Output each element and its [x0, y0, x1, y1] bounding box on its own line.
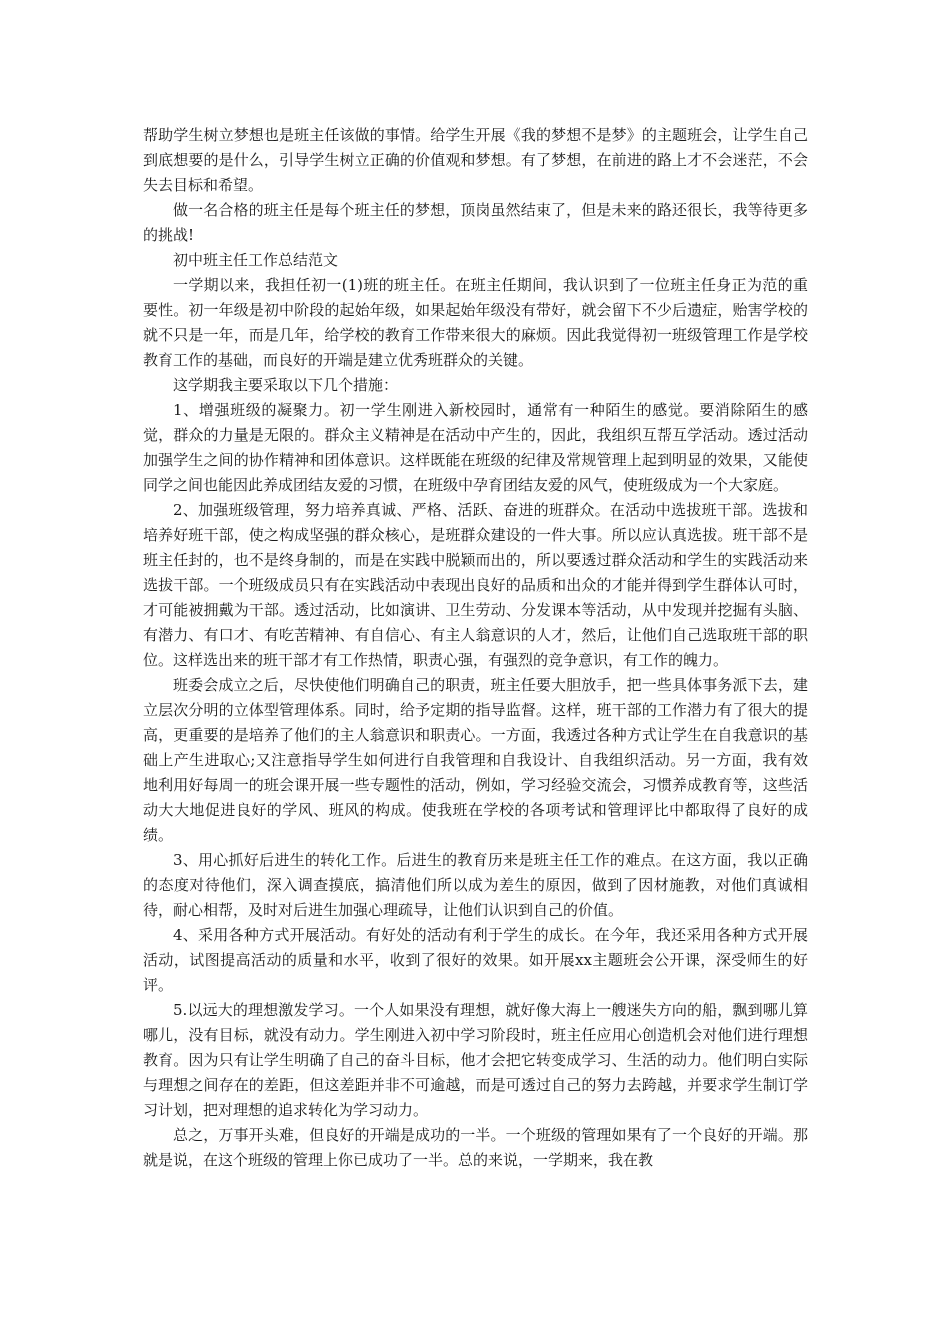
paragraph-measure-3: 3、用心抓好后进生的转化工作。后进生的教育历来是班主任工作的难点。在这方面，我以正确的态度对待他们，深入调查摸底，搞清他们所以成为差生的原因，做到了因材施教，对他们真诚相待，耐心相帮，及时对后进生加强心理疏导，让他们认识到自己的价值。: [143, 851, 808, 919]
paragraph-measures-intro: 这学期我主要采取以下几个措施：: [173, 376, 399, 394]
section-title: 初中班主任工作总结范文: [173, 251, 339, 269]
paragraph-qualified-teacher: 做一名合格的班主任是每个班主任的梦想，顶岗虽然结束了，但是未来的路还很长，我等待更多的挑战!: [143, 201, 808, 244]
paragraph-measure-2: 2、加强班级管理，努力培养真诚、严格、活跃、奋进的班群众。在活动中选拔班干部。选拔和培养好班干部，使之构成坚强的群众核心，是班群众建设的一件大事。所以应认真选拔。班干部不是班主任封的，也不是终身制的，而是在实践中脱颖而出的，所以要透过群众活动和学生的实践活动来选拔干部。一个班级成员只有在实践活动中表现出良好的品质和出众的才能并得到学生群体认可时，才可能被拥戴为干部。透过活动，比如演讲、卫生劳动、分发课本等活动，从中发现并挖掘有头脑、有潜力、有口才、有吃苦精神、有自信心、有主人翁意识的人才，然后，让他们自己选取班干部的职位。这样选出来的班干部才有工作热情，职责心强，有强烈的竞争意识，有工作的魄力。: [143, 501, 808, 669]
paragraph-class-committee: 班委会成立之后，尽快使他们明确自己的职责，班主任要大胆放手，把一些具体事务派下去，建立层次分明的立体型管理体系。同时，给予定期的指导监督。这样，班干部的工作潜力有了很大的提高，更重要的是培养了他们的主人翁意识和职责心。一方面，我透过各种方式让学生在自我意识的基础上产生进取心;又注意指导学生如何进行自我管理和自我设计、自我组织活动。另一方面，我有效地利用好每周一的班会课开展一些专题性的活动，例如，学习经验交流会，习惯养成教育等，这些活动大大地促进良好的学风、班风的构成。使我班在学校的各项考试和管理评比中都取得了良好的成绩。: [143, 676, 808, 844]
paragraph-measure-5: 5.以远大的理想激发学习。一个人如果没有理想，就好像大海上一艘迷失方向的船，飘到哪儿算哪儿，没有目标，就没有动力。学生刚进入初中学习阶段时，班主任应用心创造机会对他们进行理想教育。因为只有让学生明确了自己的奋斗目标，他才会把它转变成学习、生活的动力。他们明白实际与理想之间存在的差距，但这差距并非不可逾越，而是可透过自己的努力去跨越，并要求学生制订学习计划，把对理想的追求转化为学习动力。: [143, 1001, 808, 1119]
document-body: [143, 123, 808, 1173]
paragraph-intro: 一学期以来，我担任初一(1)班的班主任。在班主任期间，我认识到了一位班主任身正为范的重要性。初一年级是初中阶段的起始年级，如果起始年级没有带好，就会留下不少后遗症，贻害学校的就不只是一年，而是几年，给学校的教育工作带来很大的麻烦。因此我觉得初一班级管理工作是学校教育工作的基础，而良好的开端是建立优秀班群众的关键。: [143, 276, 808, 369]
paragraph-dream-theme: 帮助学生树立梦想也是班主任该做的事情。给学生开展《我的梦想不是梦》的主题班会，让学生自己到底想要的是什么，引导学生树立正确的价值观和梦想。有了梦想，在前进的路上才不会迷茫，不会失去目标和希望。: [143, 126, 808, 194]
paragraph-conclusion: 总之，万事开头难，但良好的开端是成功的一半。一个班级的管理如果有了一个良好的开端。那就是说，在这个班级的管理上你已成功了一半。总的来说，一学期来，我在教: [143, 1126, 808, 1169]
paragraph-measure-4: 4、采用各种方式开展活动。有好处的活动有利于学生的成长。在今年，我还采用各种方式开展活动，试图提高活动的质量和水平，收到了很好的效果。如开展xx主题班会公开课，深受师生的好评。: [143, 926, 808, 994]
paragraph-measure-1: 1、增强班级的凝聚力。初一学生刚进入新校园时，通常有一种陌生的感觉。要消除陌生的感觉，群众的力量是无限的。群众主义精神是在活动中产生的，因此，我组织互帮互学活动。透过活动加强学生之间的协作精神和团体意识。这样既能在班级的纪律及常规管理上起到明显的效果，又能使同学之间也能因此养成团结友爱的习惯，在班级中孕育团结友爱的风气，使班级成为一个大家庭。: [143, 401, 808, 494]
